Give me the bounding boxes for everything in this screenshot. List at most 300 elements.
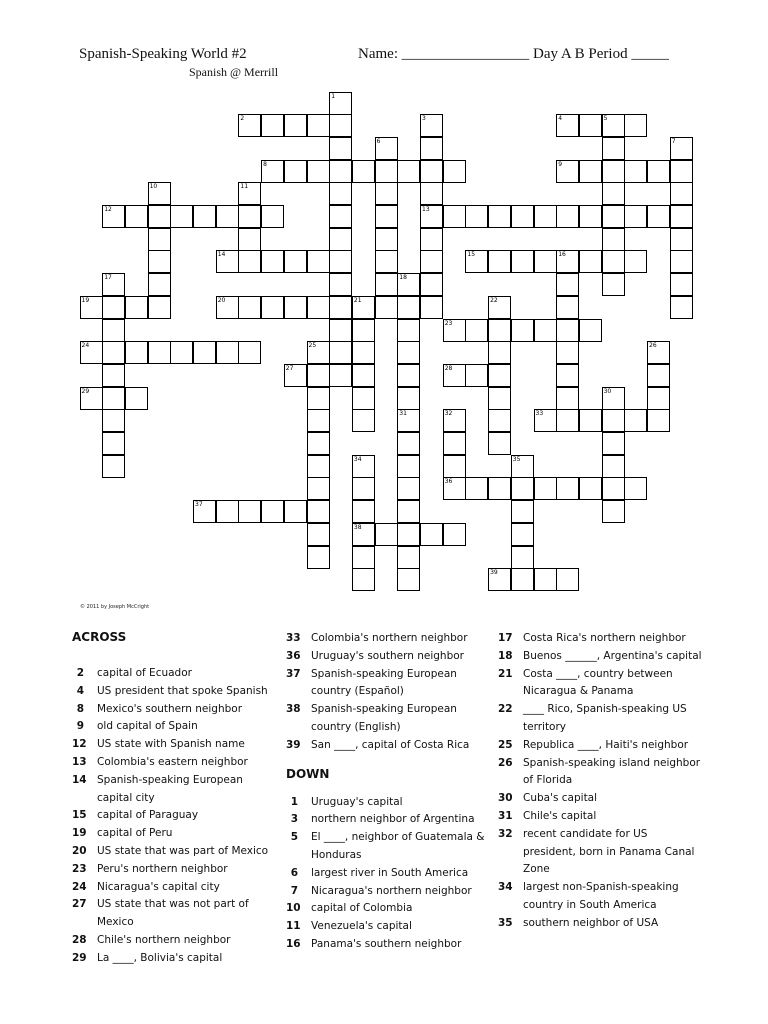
crossword-cell[interactable]	[488, 341, 511, 364]
down-clue	[498, 790, 703, 808]
crossword-cell[interactable]	[511, 455, 534, 478]
copyright-note: © 2011 by Joseph McCright	[80, 604, 150, 610]
crossword-cell[interactable]	[170, 205, 193, 228]
crossword-cell[interactable]	[329, 182, 352, 205]
crossword-cell[interactable]	[465, 205, 488, 228]
crossword-cell[interactable]	[148, 341, 171, 364]
clue-text: La ____, Bolivia's capital	[97, 951, 223, 964]
crossword-cell[interactable]	[397, 160, 420, 183]
crossword-cell[interactable]	[102, 341, 125, 364]
crossword-cell[interactable]	[534, 409, 557, 432]
clue-text: Costa Rica's northern neighbor	[523, 632, 686, 644]
crossword-cell[interactable]	[556, 296, 579, 319]
crossword-cell[interactable]	[216, 500, 239, 523]
crossword-cell[interactable]	[511, 568, 534, 591]
crossword-cell[interactable]	[397, 273, 420, 296]
crossword-cell[interactable]	[261, 160, 284, 183]
crossword-cell[interactable]	[465, 477, 488, 500]
crossword-cell[interactable]	[488, 409, 511, 432]
crossword-cell[interactable]	[261, 296, 284, 319]
cell-number: 19	[81, 296, 90, 304]
crossword-cell[interactable]	[238, 114, 261, 137]
crossword-cell[interactable]	[602, 432, 625, 455]
crossword-cell[interactable]	[307, 523, 330, 546]
down-clue	[498, 666, 703, 702]
clue-number: 37	[286, 667, 301, 680]
clue-text: Uruguay's southern neighbor	[311, 649, 464, 662]
clue-text: Spanish-speaking European country (Español)	[311, 667, 457, 698]
crossword-cell[interactable]	[125, 341, 148, 364]
crossword-cell[interactable]	[238, 205, 261, 228]
crossword-cell[interactable]	[352, 477, 375, 500]
across-clue	[72, 736, 277, 754]
crossword-cell[interactable]	[579, 477, 602, 500]
crossword-cell[interactable]	[352, 387, 375, 410]
crossword-cell[interactable]	[307, 409, 330, 432]
crossword-cell[interactable]	[579, 205, 602, 228]
crossword-cell[interactable]	[193, 500, 216, 523]
clue-number: 30	[498, 792, 513, 805]
down-clue	[498, 737, 703, 755]
crossword-cell[interactable]	[125, 387, 148, 410]
crossword-cell[interactable]	[465, 250, 488, 273]
clue-number: 8	[76, 702, 84, 715]
crossword-cell[interactable]	[443, 364, 466, 387]
crossword-cell[interactable]	[488, 319, 511, 342]
crossword-cell[interactable]	[397, 477, 420, 500]
crossword-cell[interactable]	[329, 364, 352, 387]
crossword-cell[interactable]	[579, 409, 602, 432]
crossword-cell[interactable]	[216, 250, 239, 273]
crossword-cell[interactable]	[602, 387, 625, 410]
clue-number: 38	[286, 703, 301, 716]
crossword-cell[interactable]	[511, 500, 534, 523]
crossword-cell[interactable]	[534, 477, 557, 500]
across-clue	[72, 896, 277, 932]
crossword-cell[interactable]	[375, 250, 398, 273]
crossword-cell[interactable]	[352, 364, 375, 387]
crossword-cell[interactable]	[238, 228, 261, 251]
crossword-cell[interactable]	[375, 137, 398, 160]
crossword-cell[interactable]	[397, 387, 420, 410]
crossword-cell[interactable]	[556, 477, 579, 500]
crossword-cell[interactable]	[556, 250, 579, 273]
crossword-cell[interactable]	[602, 455, 625, 478]
crossword-cell[interactable]	[102, 387, 125, 410]
crossword-cell[interactable]	[624, 250, 647, 273]
crossword-cell[interactable]	[148, 228, 171, 251]
crossword-cell[interactable]	[420, 137, 443, 160]
crossword-cell[interactable]	[602, 250, 625, 273]
crossword-cell[interactable]	[670, 182, 693, 205]
crossword-cell[interactable]	[329, 273, 352, 296]
crossword-cell[interactable]	[511, 205, 534, 228]
clue-text: ____ Rico, Spanish-speaking US territory	[523, 703, 687, 733]
crossword-cell[interactable]	[329, 92, 352, 115]
clue-number: 6	[290, 866, 298, 879]
crossword-cell[interactable]	[397, 546, 420, 569]
down-clue	[498, 915, 703, 933]
crossword-cell[interactable]	[556, 205, 579, 228]
crossword-cell[interactable]	[534, 205, 557, 228]
crossword-cell[interactable]	[125, 296, 148, 319]
crossword-cell[interactable]	[579, 160, 602, 183]
crossword-cell[interactable]	[307, 160, 330, 183]
crossword-cell[interactable]	[148, 296, 171, 319]
crossword-cell[interactable]	[329, 296, 352, 319]
crossword-cell[interactable]	[216, 205, 239, 228]
crossword-cell[interactable]	[307, 114, 330, 137]
crossword-cell[interactable]	[307, 500, 330, 523]
crossword-cell[interactable]	[488, 387, 511, 410]
crossword-cell[interactable]	[375, 296, 398, 319]
crossword-cell[interactable]	[307, 250, 330, 273]
crossword-cell[interactable]	[102, 409, 125, 432]
down-clue	[498, 701, 703, 737]
down-clue	[286, 794, 491, 812]
crossword-cell[interactable]	[375, 228, 398, 251]
down-clue	[498, 648, 703, 666]
crossword-cell[interactable]	[556, 273, 579, 296]
across-clue	[72, 825, 277, 843]
crossword-cell[interactable]	[488, 250, 511, 273]
crossword-cell[interactable]	[511, 523, 534, 546]
cell-number: 27	[285, 364, 294, 372]
crossword-cell[interactable]	[307, 546, 330, 569]
crossword-cell[interactable]	[125, 205, 148, 228]
across-clue	[72, 807, 277, 825]
across-clue	[72, 683, 277, 701]
crossword-cell[interactable]	[352, 296, 375, 319]
crossword-cell[interactable]	[443, 477, 466, 500]
crossword-cell[interactable]	[647, 387, 670, 410]
crossword-cell[interactable]	[307, 364, 330, 387]
crossword-cell[interactable]	[602, 477, 625, 500]
crossword-cell[interactable]	[375, 523, 398, 546]
clue-text: US state with Spanish name	[97, 738, 245, 751]
clue-number: 9	[76, 720, 84, 733]
down-clue	[286, 900, 491, 918]
crossword-cell[interactable]	[420, 205, 443, 228]
crossword-cell[interactable]	[443, 160, 466, 183]
crossword-cell[interactable]	[148, 250, 171, 273]
crossword-cell[interactable]	[261, 500, 284, 523]
cell-number: 22	[490, 296, 498, 304]
crossword-cell[interactable]	[397, 500, 420, 523]
clue-text: Mexico's southern neighbor	[97, 702, 243, 715]
crossword-cell[interactable]	[238, 500, 261, 523]
crossword-cell[interactable]	[579, 114, 602, 137]
crossword-cell[interactable]	[647, 341, 670, 364]
crossword-cell[interactable]	[443, 205, 466, 228]
down-clue	[498, 879, 703, 915]
crossword-cell[interactable]	[602, 114, 625, 137]
crossword-cell[interactable]	[397, 341, 420, 364]
crossword-cell[interactable]	[352, 546, 375, 569]
crossword-cell[interactable]	[556, 341, 579, 364]
crossword-cell[interactable]	[284, 160, 307, 183]
crossword-cell[interactable]	[80, 296, 103, 319]
crossword-cell[interactable]	[534, 250, 557, 273]
crossword-cell[interactable]	[238, 296, 261, 319]
crossword-cell[interactable]	[624, 477, 647, 500]
cell-number: 16	[558, 251, 566, 259]
crossword-cell[interactable]	[397, 296, 420, 319]
crossword-cell[interactable]	[352, 409, 375, 432]
crossword-cell[interactable]	[238, 250, 261, 273]
across-clue	[72, 861, 277, 879]
crossword-cell[interactable]	[647, 364, 670, 387]
crossword-cell[interactable]	[624, 205, 647, 228]
crossword-cell[interactable]	[375, 273, 398, 296]
crossword-cell[interactable]	[80, 341, 103, 364]
down-clue	[498, 755, 703, 791]
crossword-cell[interactable]	[375, 160, 398, 183]
crossword-cell[interactable]	[102, 319, 125, 342]
crossword-cell[interactable]	[647, 160, 670, 183]
crossword-cell[interactable]	[556, 160, 579, 183]
crossword-cell[interactable]	[670, 296, 693, 319]
crossword-cell[interactable]	[397, 432, 420, 455]
crossword-cell[interactable]	[670, 250, 693, 273]
crossword-cell[interactable]	[670, 205, 693, 228]
crossword-cell[interactable]	[443, 455, 466, 478]
crossword-cell[interactable]	[307, 387, 330, 410]
crossword-cell[interactable]	[329, 114, 352, 137]
crossword-cell[interactable]	[465, 364, 488, 387]
clue-text: San ____, capital of Costa Rica	[311, 738, 470, 751]
crossword-cell[interactable]	[670, 160, 693, 183]
clue-text: US state that was part of Mexico	[97, 844, 269, 857]
across-clue	[286, 666, 491, 702]
crossword-cell[interactable]	[624, 114, 647, 137]
name-day-period-field[interactable]: Name: _________________ Day A B Period _____	[358, 46, 669, 62]
crossword-cell[interactable]	[329, 250, 352, 273]
clue-text: US president that spoke Spanish	[97, 684, 268, 697]
clue-number: 24	[72, 880, 87, 893]
crossword-cell[interactable]	[420, 250, 443, 273]
down-clue	[498, 808, 703, 826]
crossword-cell[interactable]	[556, 568, 579, 591]
cell-number: 10	[149, 183, 158, 191]
crossword-cell[interactable]	[375, 205, 398, 228]
crossword-cell[interactable]	[352, 568, 375, 591]
crossword-cell[interactable]	[329, 341, 352, 364]
clue-number: 27	[72, 898, 87, 911]
crossword-cell[interactable]	[556, 409, 579, 432]
cell-number: 36	[444, 478, 453, 486]
clue-number: 12	[72, 738, 87, 751]
crossword-cell[interactable]	[647, 205, 670, 228]
crossword-cell[interactable]	[511, 477, 534, 500]
clue-text: Buenos ______, Argentina's capital	[523, 649, 702, 662]
crossword-cell[interactable]	[102, 205, 125, 228]
crossword-cell[interactable]	[556, 387, 579, 410]
crossword-cell[interactable]	[148, 182, 171, 205]
across-clue	[286, 648, 491, 666]
down-clue	[498, 826, 703, 879]
crossword-cell[interactable]	[284, 364, 307, 387]
clue-text: Nicaragua's northern neighbor	[311, 884, 472, 897]
crossword-cell[interactable]	[352, 455, 375, 478]
crossword-cell[interactable]	[602, 273, 625, 296]
crossword-cell[interactable]	[511, 250, 534, 273]
clue-text: capital of Colombia	[311, 902, 413, 915]
crossword-cell[interactable]	[352, 160, 375, 183]
crossword-cell[interactable]	[329, 160, 352, 183]
crossword-cell[interactable]	[420, 296, 443, 319]
crossword-cell[interactable]	[420, 182, 443, 205]
crossword-cell[interactable]	[307, 477, 330, 500]
crossword-cell[interactable]	[647, 409, 670, 432]
crossword-cell[interactable]	[397, 455, 420, 478]
crossword-cell[interactable]	[602, 137, 625, 160]
crossword-cell[interactable]	[102, 455, 125, 478]
across-clue	[72, 879, 277, 897]
crossword-cell[interactable]	[329, 319, 352, 342]
cell-number: 6	[376, 137, 381, 145]
clue-number: 19	[72, 827, 87, 840]
clue-column-3	[498, 630, 703, 933]
crossword-cell[interactable]	[375, 182, 398, 205]
clue-number: 35	[498, 916, 513, 929]
crossword-cell[interactable]	[352, 319, 375, 342]
clue-number: 33	[286, 632, 301, 644]
crossword-cell[interactable]	[307, 296, 330, 319]
crossword-cell[interactable]	[102, 273, 125, 296]
clue-number: 2	[76, 667, 84, 679]
cell-number: 14	[217, 251, 226, 259]
crossword-cell[interactable]	[602, 160, 625, 183]
crossword-cell[interactable]	[624, 409, 647, 432]
clue-text: Panama's southern neighbor	[311, 937, 462, 950]
crossword-cell[interactable]	[102, 364, 125, 387]
crossword-cell[interactable]	[397, 523, 420, 546]
crossword-cell[interactable]	[216, 341, 239, 364]
crossword-cell[interactable]	[579, 319, 602, 342]
crossword-cell[interactable]	[261, 205, 284, 228]
crossword-cell[interactable]	[602, 500, 625, 523]
cell-number: 25	[308, 342, 317, 350]
crossword-cell[interactable]	[170, 341, 193, 364]
crossword-cell[interactable]	[534, 568, 557, 591]
clue-number: 16	[286, 937, 301, 950]
crossword-cell[interactable]	[420, 114, 443, 137]
crossword-cell[interactable]	[579, 250, 602, 273]
clue-number: 20	[72, 844, 87, 857]
crossword-cell[interactable]	[80, 387, 103, 410]
crossword-cell[interactable]	[624, 160, 647, 183]
crossword-cell[interactable]	[397, 364, 420, 387]
crossword-cell[interactable]	[556, 319, 579, 342]
crossword-cell[interactable]	[420, 160, 443, 183]
crossword-cell[interactable]	[307, 341, 330, 364]
crossword-cell[interactable]	[397, 409, 420, 432]
crossword-cell[interactable]	[148, 273, 171, 296]
crossword-cell[interactable]	[443, 409, 466, 432]
across-clue	[286, 630, 491, 648]
crossword-cell[interactable]	[238, 182, 261, 205]
crossword-cell[interactable]	[307, 455, 330, 478]
crossword-cell[interactable]	[443, 523, 466, 546]
down-clue	[286, 883, 491, 901]
crossword-cell[interactable]	[670, 273, 693, 296]
crossword-cell[interactable]	[307, 432, 330, 455]
crossword-cell[interactable]	[420, 523, 443, 546]
crossword-cell[interactable]	[102, 296, 125, 319]
crossword-cell[interactable]	[443, 432, 466, 455]
crossword-cell[interactable]	[238, 341, 261, 364]
crossword-cell[interactable]	[420, 228, 443, 251]
clue-text: Spanish-speaking European capital city	[97, 773, 243, 804]
crossword-cell[interactable]	[193, 341, 216, 364]
crossword-cell[interactable]	[670, 137, 693, 160]
crossword-cell[interactable]	[556, 364, 579, 387]
crossword-cell[interactable]	[443, 319, 466, 342]
clue-number: 36	[286, 649, 301, 662]
crossword-cell[interactable]	[602, 409, 625, 432]
crossword-cell[interactable]	[284, 250, 307, 273]
clue-number: 29	[72, 951, 87, 964]
crossword-cell[interactable]	[602, 182, 625, 205]
crossword-cell[interactable]	[284, 114, 307, 137]
cell-number: 37	[195, 501, 203, 509]
crossword-cell[interactable]	[465, 319, 488, 342]
cell-number: 32	[444, 410, 453, 418]
clue-text: old capital of Spain	[97, 720, 198, 733]
crossword-cell[interactable]	[420, 273, 443, 296]
clue-number: 21	[498, 667, 513, 680]
crossword-cell[interactable]	[216, 296, 239, 319]
crossword-cell[interactable]	[488, 205, 511, 228]
across-clue	[72, 665, 277, 683]
crossword-cell[interactable]	[511, 546, 534, 569]
crossword-cell[interactable]	[284, 500, 307, 523]
crossword-cell[interactable]	[329, 137, 352, 160]
crossword-cell[interactable]	[352, 500, 375, 523]
crossword-cell[interactable]	[511, 319, 534, 342]
crossword-cell[interactable]	[602, 228, 625, 251]
crossword-cell[interactable]	[556, 114, 579, 137]
crossword-cell[interactable]	[102, 432, 125, 455]
crossword-cell[interactable]	[397, 568, 420, 591]
crossword-cell[interactable]	[488, 477, 511, 500]
crossword-cell[interactable]	[488, 364, 511, 387]
crossword-cell[interactable]	[352, 341, 375, 364]
crossword-cell[interactable]	[329, 228, 352, 251]
cell-number: 24	[81, 342, 90, 350]
crossword-cell[interactable]	[148, 205, 171, 228]
crossword-cell[interactable]	[261, 114, 284, 137]
cell-number: 17	[104, 274, 112, 282]
cell-number: 35	[512, 455, 521, 463]
crossword-cell[interactable]	[488, 568, 511, 591]
crossword-cell[interactable]	[352, 523, 375, 546]
across-heading: ACROSS	[72, 630, 127, 644]
across-clue	[72, 772, 277, 808]
crossword-cell[interactable]	[488, 432, 511, 455]
crossword-cell[interactable]	[602, 205, 625, 228]
crossword-cell[interactable]	[534, 319, 557, 342]
worksheet-title: Spanish-Speaking World #2	[79, 46, 247, 62]
crossword-cell[interactable]	[193, 205, 216, 228]
crossword-cell[interactable]	[397, 319, 420, 342]
crossword-cell[interactable]	[670, 228, 693, 251]
crossword-cell[interactable]	[488, 296, 511, 319]
crossword-cell[interactable]	[284, 296, 307, 319]
crossword-cell[interactable]	[329, 205, 352, 228]
crossword-cell[interactable]	[261, 250, 284, 273]
